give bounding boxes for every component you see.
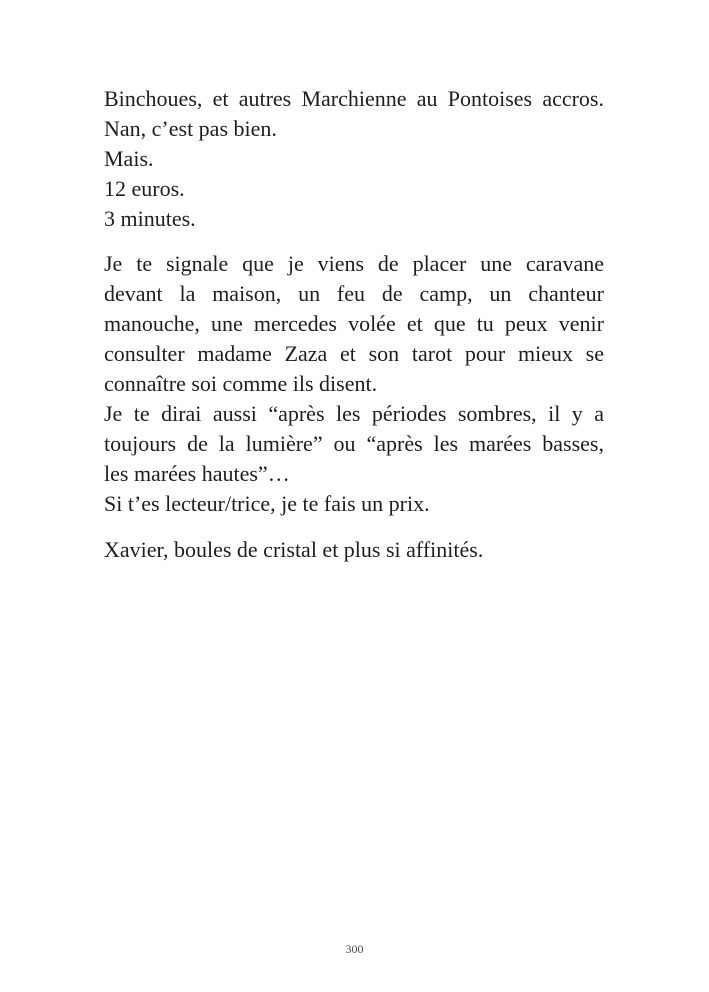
text-line: Nan, c’est pas bien.: [104, 116, 277, 141]
text-line: Mais.: [104, 146, 154, 171]
paragraph-intro: [104, 84, 604, 234]
text-line: les marées hautes”…: [104, 461, 290, 486]
block-3: [104, 535, 604, 565]
text-line: Je te dirai aussi “après les périodes sombres, il y a: [104, 401, 604, 426]
paragraph-signature: [104, 535, 604, 565]
signature-line: Xavier, boules de cristal et plus si affinités.: [104, 537, 484, 562]
paragraph-prix: [104, 489, 604, 519]
text-line: consulter madame Zaza et son tarot pour mieux se: [104, 341, 604, 366]
text-line: manouche, une mercedes volée et que tu peux venir: [104, 311, 604, 336]
block-1: [104, 84, 604, 234]
paragraph-caravane: [104, 249, 604, 399]
text-line: 12 euros.: [104, 176, 185, 201]
paragraph-quotes: [104, 399, 604, 489]
block-2: [104, 249, 604, 519]
text-line: Je te signale que je viens de placer une caravane: [104, 251, 604, 276]
text-line: 3 minutes.: [104, 206, 196, 231]
page-number: 300: [345, 942, 364, 956]
text-line: connaître soi comme ils disent.: [104, 371, 378, 396]
text-line: Si t’es lecteur/trice, je te fais un prix.: [104, 491, 430, 516]
text-line: Binchoues, et autres Marchienne au Pontoises accros.: [104, 86, 604, 111]
text-line: toujours de la lumière” ou “après les marées basses,: [104, 431, 604, 456]
text-line: devant la maison, un feu de camp, un chanteur: [104, 281, 604, 306]
